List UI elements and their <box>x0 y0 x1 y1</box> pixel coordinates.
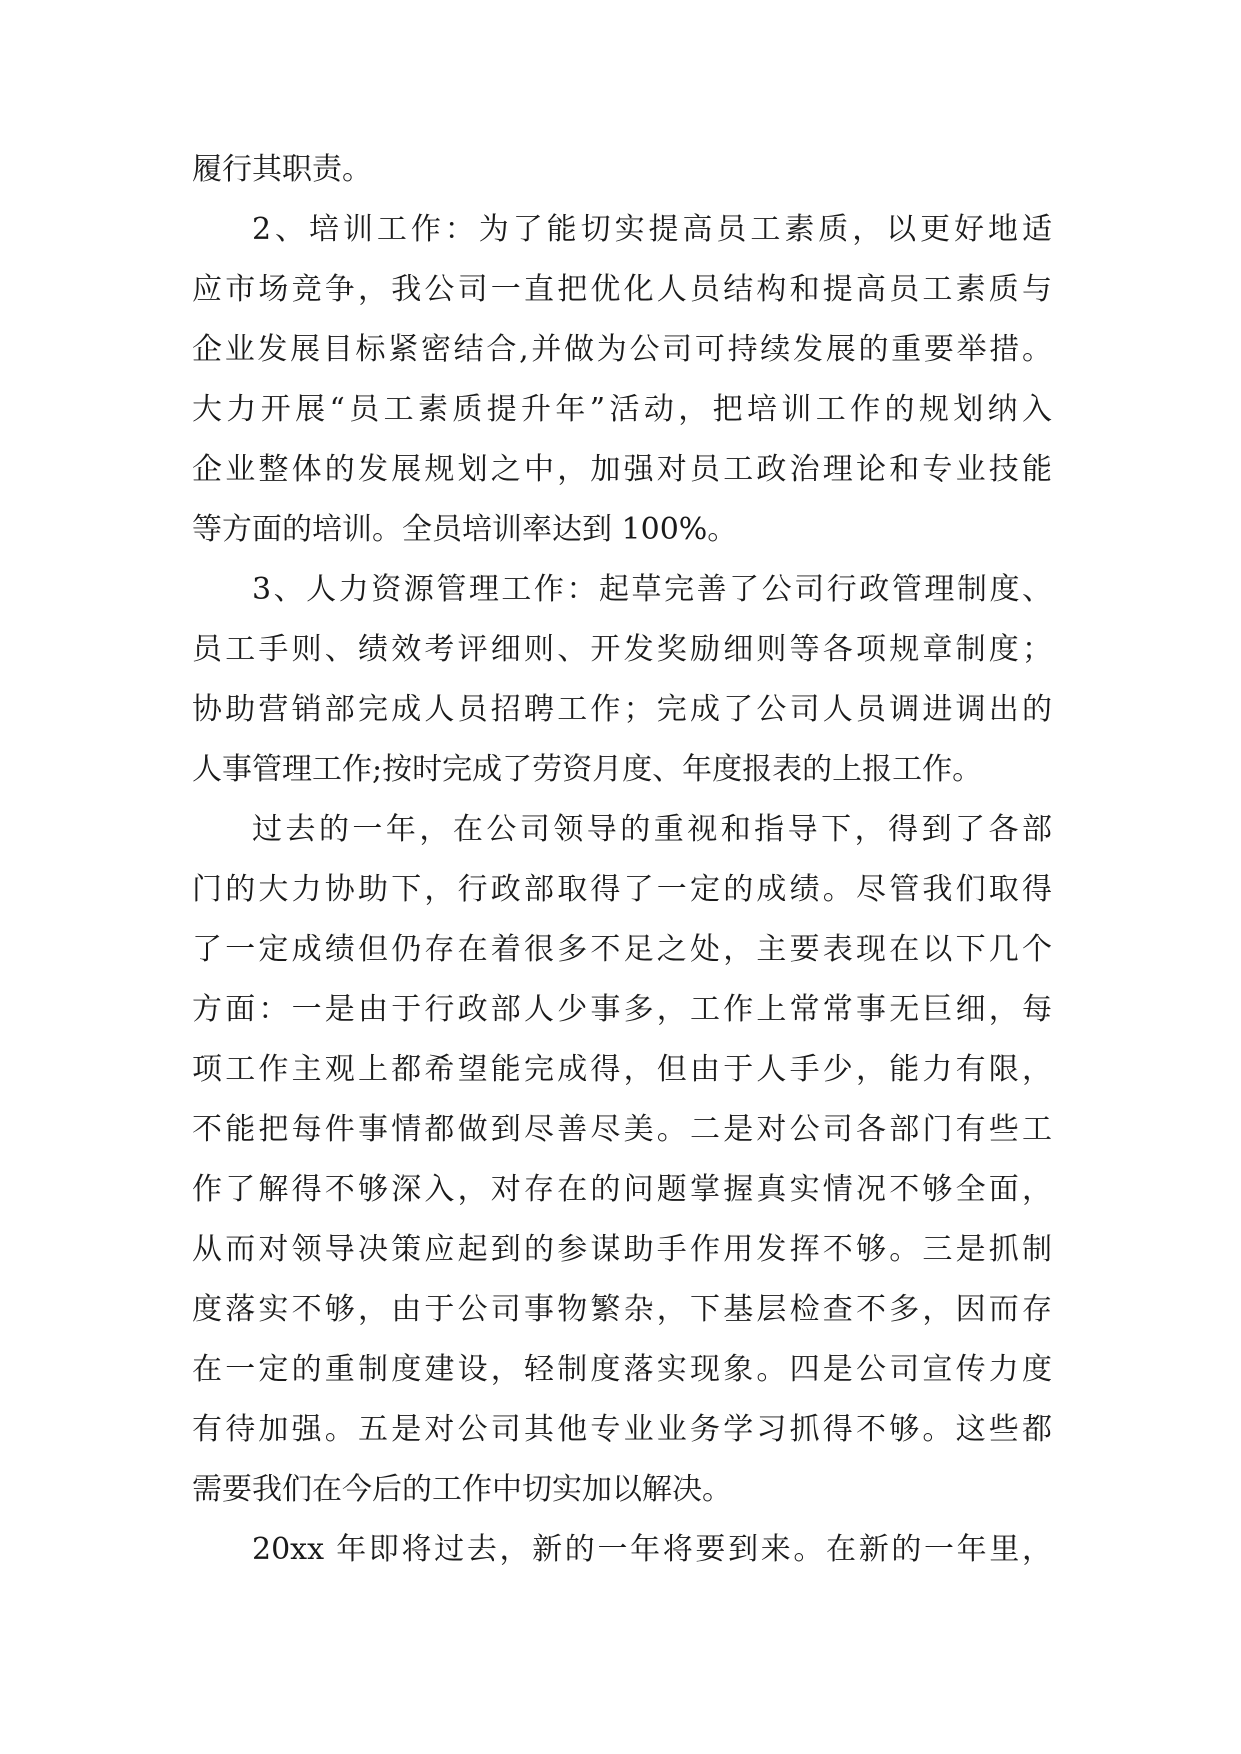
paragraph-line: 方面：一是由于行政部人少事多，工作上常常事无巨细，每 <box>192 992 1052 1027</box>
paragraph-line: 在一定的重制度建设，轻制度落实现象。四是公司宣传力度 <box>192 1352 1052 1387</box>
paragraph-line: 20xx 年即将过去，新的一年将要到来。在新的一年里， <box>252 1532 1052 1567</box>
document-body <box>192 140 1052 1580</box>
paragraph-line: 企业发展目标紧密结合,并做为公司可持续发展的重要举措。 <box>192 332 1052 367</box>
paragraph-line: 从而对领导决策应起到的参谋助手作用发挥不够。三是抓制 <box>192 1232 1052 1267</box>
paragraph-line: 3、人力资源管理工作：起草完善了公司行政管理制度、 <box>252 572 1052 607</box>
paragraph-line: 度落实不够，由于公司事物繁杂，下基层检查不多，因而存 <box>192 1292 1052 1327</box>
paragraph-line: 履行其职责。 <box>192 152 372 187</box>
paragraph-line: 等方面的培训。全员培训率达到 100%。 <box>192 512 738 547</box>
paragraph-line: 作了解得不够深入，对存在的问题掌握真实情况不够全面， <box>192 1172 1052 1207</box>
paragraph-line: 人事管理工作;按时完成了劳资月度、年度报表的上报工作。 <box>192 752 983 787</box>
paragraph-line: 门的大力协助下，行政部取得了一定的成绩。尽管我们取得 <box>192 872 1052 907</box>
paragraph-line: 不能把每件事情都做到尽善尽美。二是对公司各部门有些工 <box>192 1112 1052 1147</box>
paragraph-line: 过去的一年，在公司领导的重视和指导下，得到了各部 <box>252 812 1052 847</box>
paragraph-line: 需要我们在今后的工作中切实加以解决。 <box>192 1472 732 1507</box>
paragraph-line: 协助营销部完成人员招聘工作；完成了公司人员调进调出的 <box>192 692 1052 727</box>
paragraph-line: 2、培训工作：为了能切实提高员工素质，以更好地适 <box>252 212 1052 247</box>
paragraph-line: 大力开展“员工素质提升年”活动，把培训工作的规划纳入 <box>192 392 1052 427</box>
paragraph-line: 应市场竞争，我公司一直把优化人员结构和提高员工素质与 <box>192 272 1052 307</box>
paragraph-line: 项工作主观上都希望能完成得，但由于人手少，能力有限， <box>192 1052 1052 1087</box>
paragraph-line: 企业整体的发展规划之中，加强对员工政治理论和专业技能 <box>192 452 1052 487</box>
paragraph-line: 有待加强。五是对公司其他专业业务学习抓得不够。这些都 <box>192 1412 1052 1447</box>
paragraph-line: 了一定成绩但仍存在着很多不足之处，主要表现在以下几个 <box>192 932 1052 967</box>
paragraph-line: 员工手则、绩效考评细则、开发奖励细则等各项规章制度； <box>192 632 1052 667</box>
